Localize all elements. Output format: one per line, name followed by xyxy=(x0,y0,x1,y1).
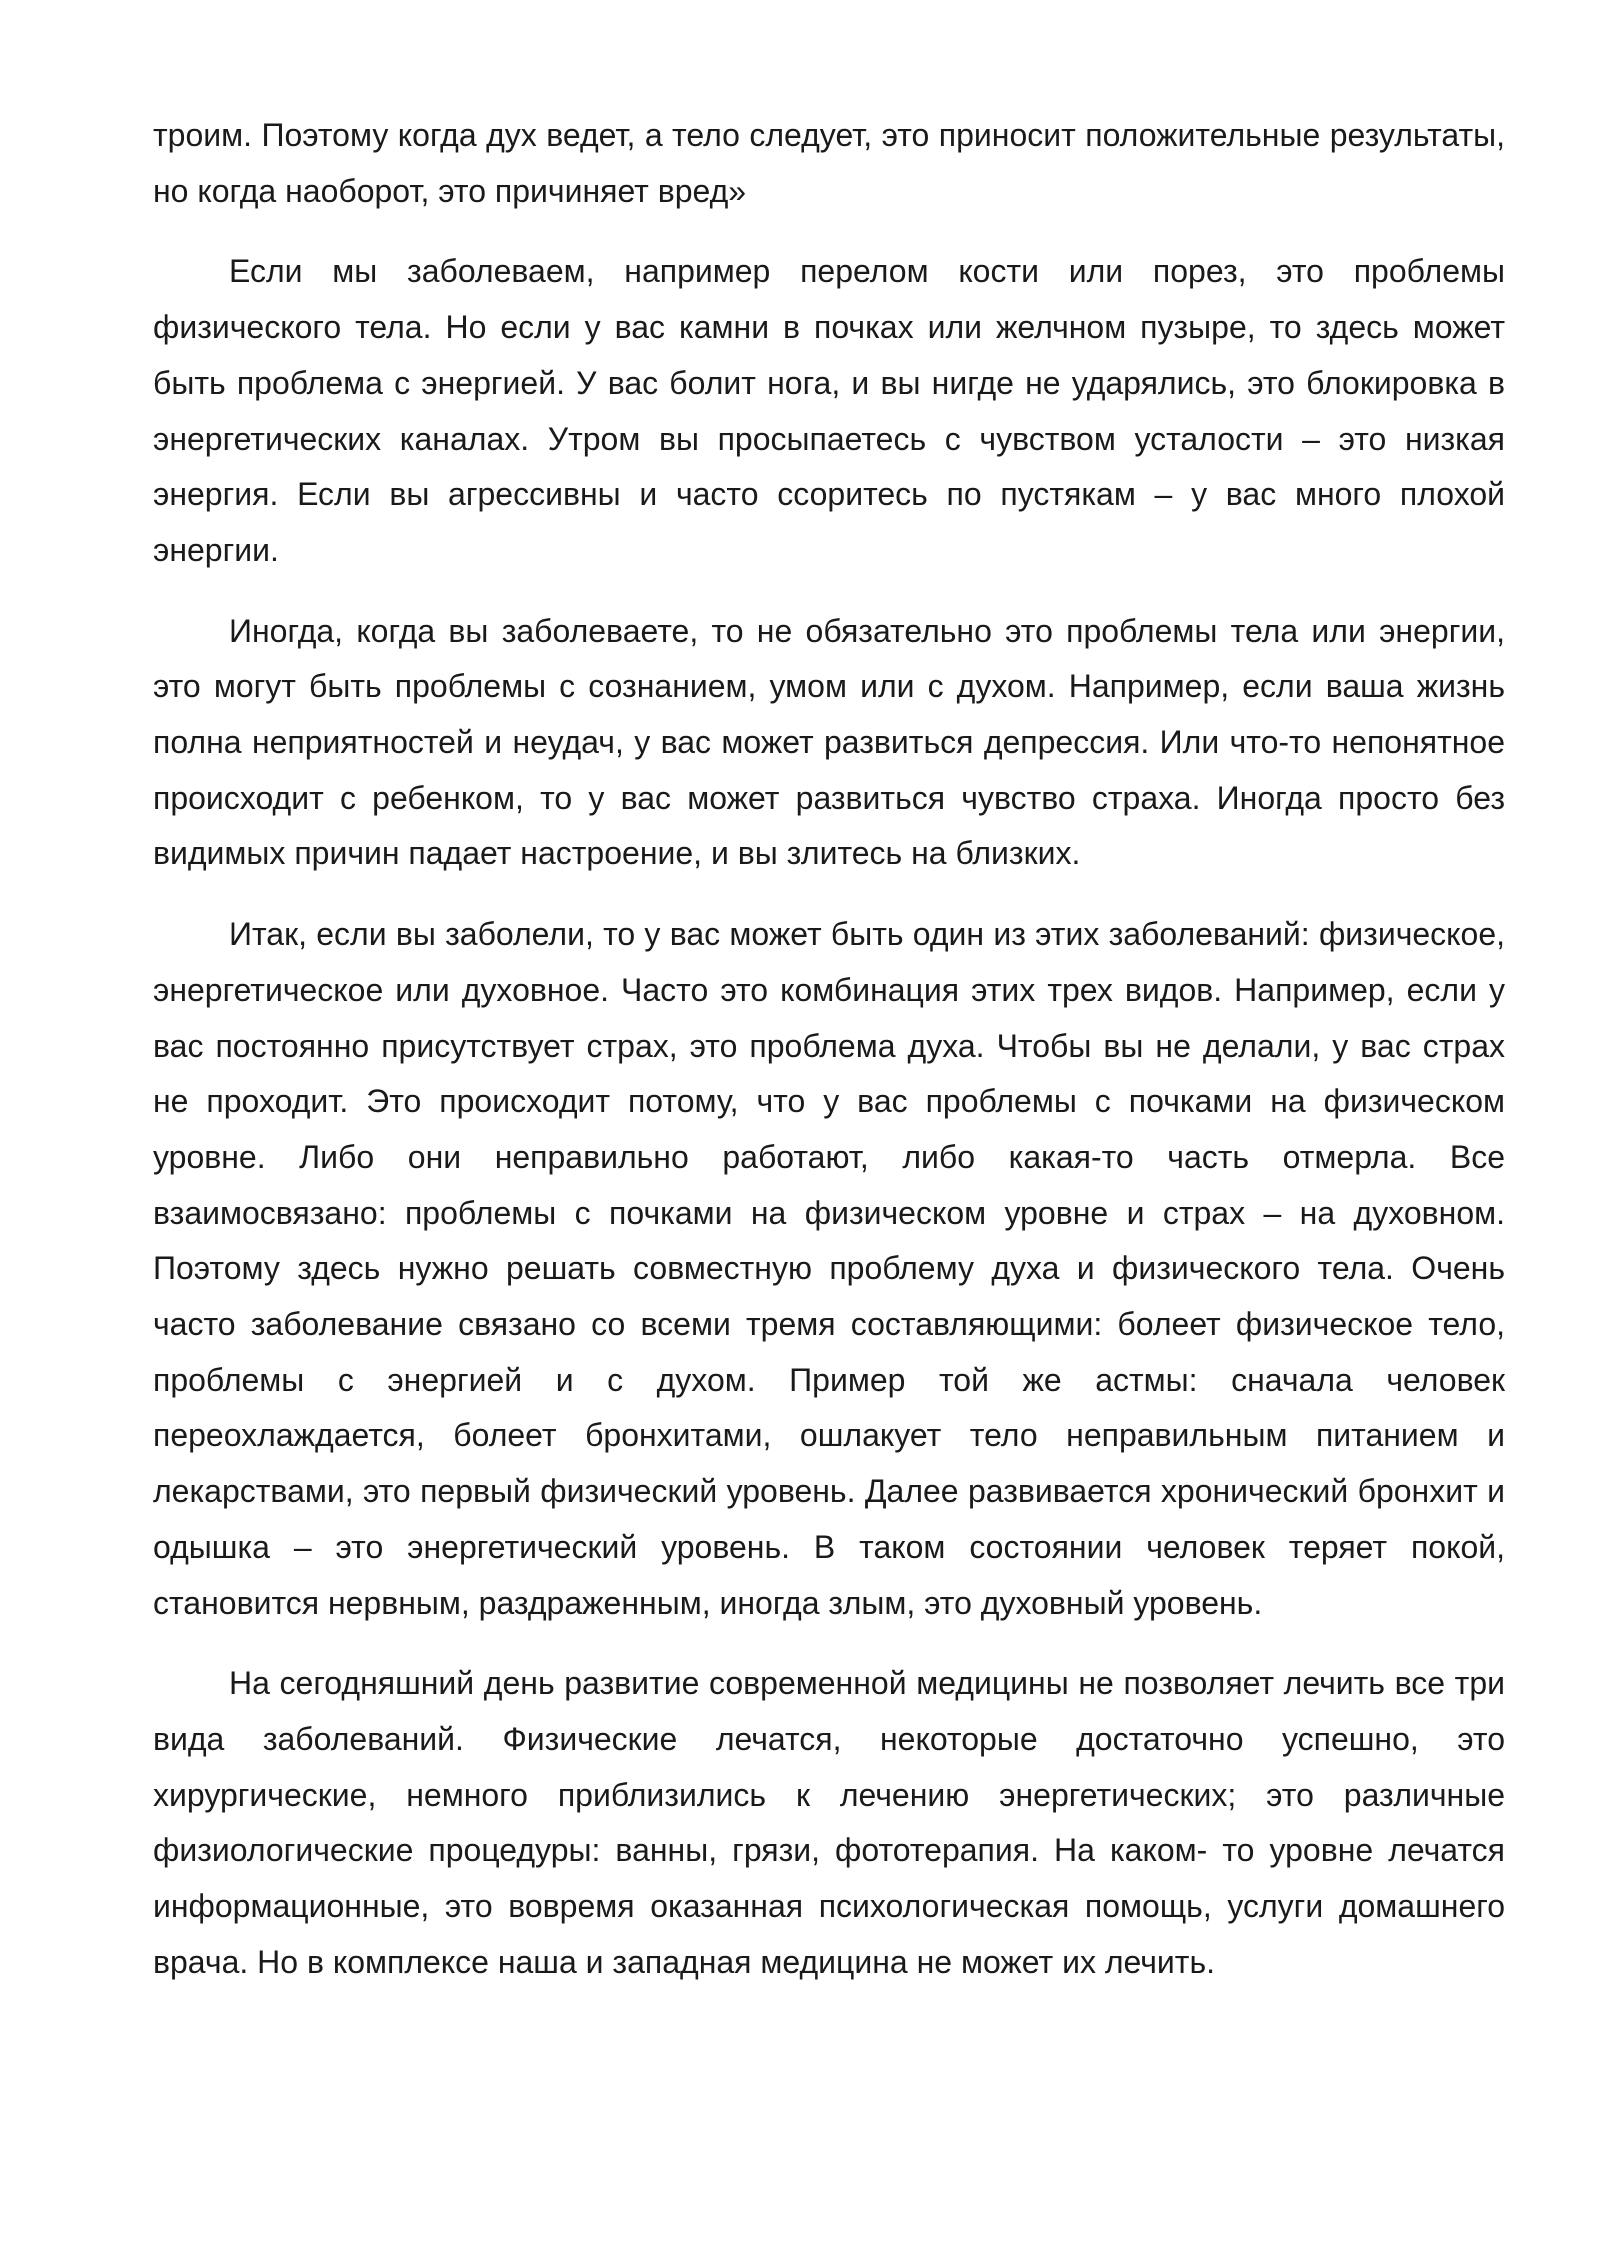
paragraph-combination: Итак, если вы заболели, то у вас может быть один из этих заболеваний: физическое, энергетическое или духовное. Часто это комбинация этих трех видов. Например, если у вас постоянно присутствует страх, это проблема духа. Чтобы вы не делали, у вас страх не проходит. Это происходит потому, что у вас проблемы с почками на физическом уровне. Либо они неправильно работают, либо какая-то часть отмерла. Все взаимосвязано: проблемы с почками на физическом уровне и страх – на духовном. Поэтому здесь нужно решать совместную проблему духа и физического тела. Очень часто заболевание связано со всеми тремя составляющими: болеет физическое тело, проблемы с энергией и с духом. Пример той же астмы: сначала человек переохлаждается, болеет бронхитами, ошлакует тело неправильным питанием и лекарствами, это первый физический уровень. Далее развивается хронический бронхит и одышка – это энергетический уровень. В таком состоянии человек теряет покой, становится нервным, раздраженным, иногда злым, это духовный уровень. xyxy=(153,916,1505,1621)
paragraph-mind-spirit: Иногда, когда вы заболеваете, то не обязательно это проблемы тела или энергии, это могут быть проблемы с сознанием, умом или с духом. Например, если ваша жизнь полна неприятностей и неудач, у вас может развиться депрессия. Или что-то непонятное происходит с ребенком, то у вас может развиться чувство страха. Иногда просто без видимых причин падает настроение, и вы злитесь на близких. xyxy=(153,612,1505,872)
paragraph-physical-energy: Если мы заболеваем, например перелом кости или порез, это проблемы физического тела. Но если у вас камни в почках или желчном пузыре, то здесь может быть проблема с энергией. У вас болит нога, и вы нигде не ударялись, это блокировка в энергетических каналах. Утром вы просыпаетесь с чувством усталости – это низкая энергия. Если вы агрессивны и часто ссоритесь по пустякам – у вас много плохой энергии. xyxy=(153,253,1505,568)
document-body xyxy=(153,108,1505,1991)
paragraph-continuation: троим. Поэтому когда дух ведет, а тело следует, это приносит положительные результаты, но когда наоборот, это причиняет вред» xyxy=(153,117,1505,209)
paragraph-modern-medicine: На сегодняшний день развитие современной медицины не позволяет лечить все три вида заболеваний. Физические лечатся, некоторые достаточно успешно, это хирургические, немного приблизились к лечению энергетических; это различные физиологические процедуры: ванны, грязи, фототерапия. На каком- то уровне лечатся информационные, это вовремя оказанная психологическая помощь, услуги домашнего врача. Но в комплексе наша и западная медицина не может их лечить. xyxy=(153,1665,1505,1980)
